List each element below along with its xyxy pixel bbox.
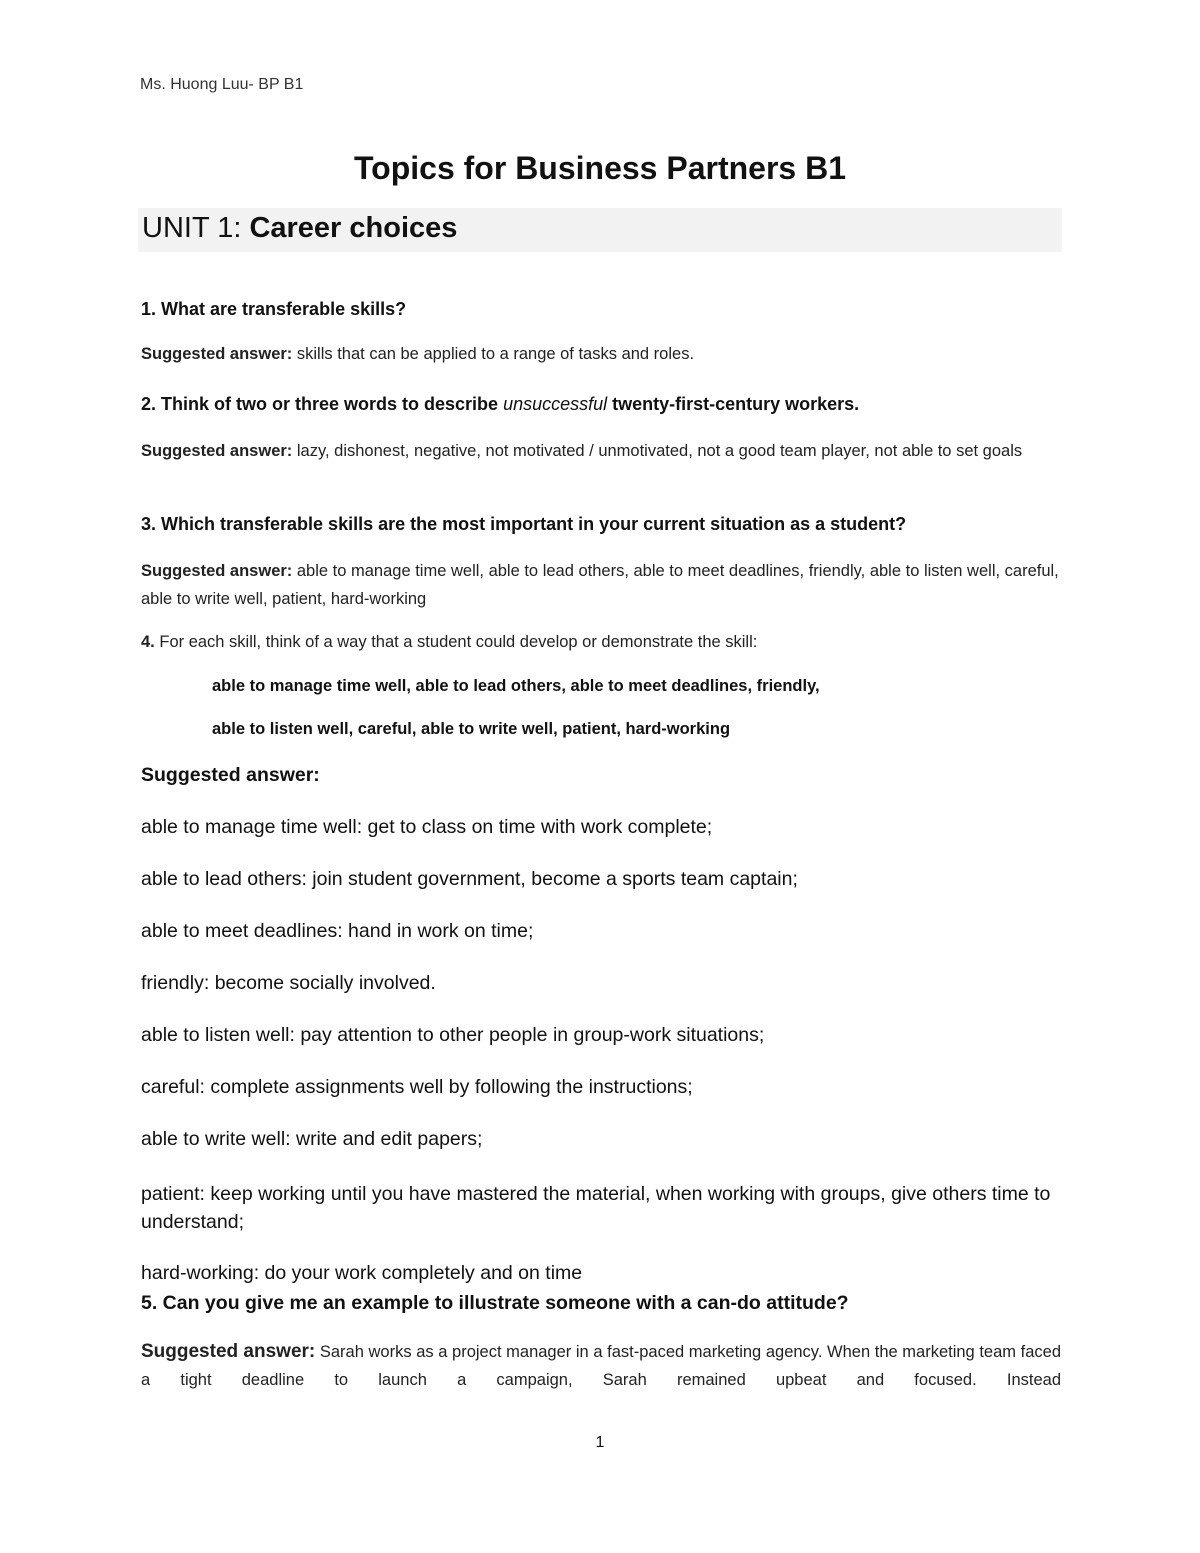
answer-3-label: Suggested answer:: [141, 562, 293, 580]
question-2: [141, 394, 859, 415]
question-4-list-line: able to listen well, careful, able to write well, patient, hard-working: [212, 720, 731, 738]
question-3-number: 3.: [141, 514, 162, 534]
question-1: [141, 299, 406, 320]
unit-heading: [142, 212, 457, 245]
question-4-number: 4.: [141, 633, 160, 651]
question-2-text-post: twenty-first-century workers.: [607, 394, 860, 414]
answer-4-label: Suggested answer:: [141, 764, 320, 786]
question-4: [141, 633, 757, 652]
question-2-text-pre: Think of two or three words to describe: [161, 394, 504, 414]
answer-1: [141, 345, 694, 364]
answer-1-label: Suggested answer:: [141, 345, 293, 363]
answer-2: [141, 437, 1061, 465]
answer-2-label: Suggested answer:: [141, 442, 293, 460]
answer-4-item: friendly: become socially involved.: [141, 972, 436, 994]
question-3: [141, 514, 906, 535]
answer-3-text: able to manage time well, able to lead others, able to meet deadlines, friendly, able to listen well, careful, able to write well, patient, hard-working: [141, 562, 1059, 608]
page-number: 1: [595, 1434, 605, 1451]
answer-4-item: able to listen well: pay attention to other people in group-work situations;: [141, 1024, 765, 1046]
answer-1-text: skills that can be applied to a range of tasks and roles.: [292, 345, 695, 363]
answer-4-item: able to write well: write and edit papers;: [141, 1128, 483, 1150]
answer-5-text: Sarah works as a project manager in a fast-paced marketing agency. When the marketing team faced a tight deadline to launch a campaign, Sarah remained upbeat and focused. Instead: [141, 1343, 1061, 1389]
page-title: Topics for Business Partners B1: [354, 150, 846, 186]
answer-5-label: Suggested answer:: [141, 1341, 316, 1362]
question-1-text: What are transferable skills?: [161, 299, 407, 319]
question-1-number: 1.: [141, 299, 162, 319]
answer-4-item: able to meet deadlines: hand in work on time;: [141, 920, 534, 942]
answer-4-item: patient: keep working until you have mastered the material, when working with groups, give others time to understand;: [141, 1183, 1051, 1233]
answer-4-item: careful: complete assignments well by following the instructions;: [141, 1076, 693, 1098]
unit-name: Career choices: [249, 212, 458, 244]
answer-4-item: hard-working: do your work completely and on time: [141, 1262, 583, 1284]
question-5: 5. Can you give me an example to illustrate someone with a can-do attitude?: [141, 1292, 849, 1314]
answer-4-item: able to lead others: join student government, become a sports team captain;: [141, 868, 798, 890]
unit-prefix: UNIT 1:: [142, 212, 250, 244]
question-2-number: 2.: [141, 394, 162, 414]
answer-5: [141, 1338, 1061, 1394]
question-4-text: For each skill, think of a way that a student could develop or demonstrate the skill:: [159, 633, 758, 651]
answer-3: [141, 557, 1061, 613]
page-header: Ms. Huong Luu- BP B1: [140, 76, 304, 93]
question-3-text: Which transferable skills are the most important in your current situation as a student?: [161, 514, 907, 534]
answer-4-item: able to manage time well: get to class on time with work complete;: [141, 816, 713, 838]
question-4-list-line: able to manage time well, able to lead others, able to meet deadlines, friendly,: [212, 677, 820, 695]
answer-2-text: lazy, dishonest, negative, not motivated / unmotivated, not a good team player, not able to set goals: [292, 442, 1023, 460]
question-2-emphasis: unsuccessful: [503, 394, 608, 414]
